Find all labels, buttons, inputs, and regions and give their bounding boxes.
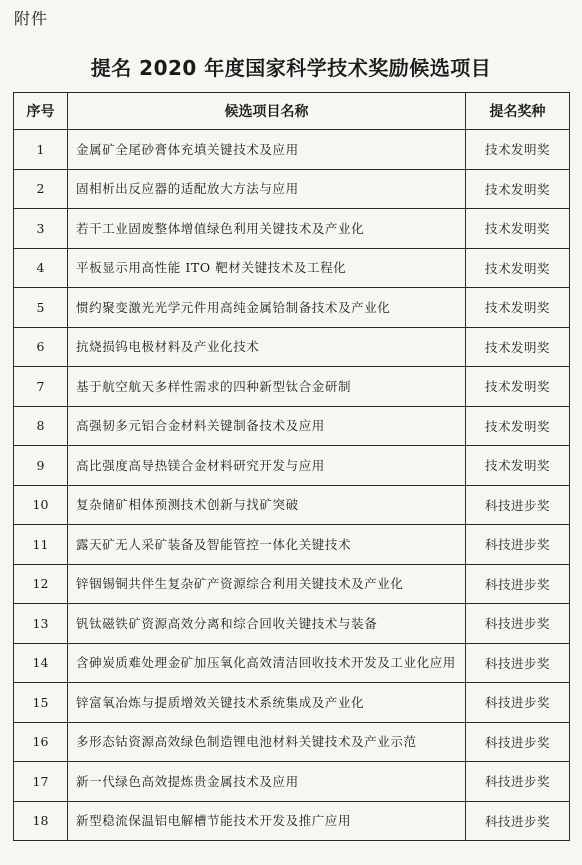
row-number: 10 <box>14 485 68 525</box>
attachment-label: 附件 <box>14 9 49 28</box>
project-name: 若干工业固废整体增值绿色利用关键技术及产业化 <box>68 209 466 249</box>
row-number: 15 <box>14 683 68 723</box>
table-row <box>14 604 570 644</box>
project-name: 露天矿无人采矿装备及智能管控一体化关键技术 <box>68 525 466 565</box>
row-number: 4 <box>14 248 68 288</box>
award-type: 科技进步奖 <box>466 643 570 683</box>
table-row <box>14 327 570 367</box>
row-number: 9 <box>14 446 68 486</box>
table-row <box>14 406 570 446</box>
table-row <box>14 801 570 841</box>
award-type: 科技进步奖 <box>466 525 570 565</box>
row-number: 5 <box>14 288 68 328</box>
project-name: 多形态钴资源高效绿色制造锂电池材料关键技术及产业示范 <box>68 722 466 762</box>
award-type: 技术发明奖 <box>466 169 570 209</box>
project-name: 金属矿全尾砂膏体充填关键技术及应用 <box>68 130 466 170</box>
table-row <box>14 485 570 525</box>
row-number: 1 <box>14 130 68 170</box>
table-row <box>14 367 570 407</box>
row-number: 12 <box>14 564 68 604</box>
candidate-projects-table <box>13 92 570 841</box>
table-row <box>14 169 570 209</box>
award-type: 技术发明奖 <box>466 130 570 170</box>
award-type: 科技进步奖 <box>466 801 570 841</box>
project-name: 新型稳流保温铝电解槽节能技术开发及推广应用 <box>68 801 466 841</box>
award-type: 技术发明奖 <box>466 406 570 446</box>
document-title: 提名 2020 年度国家科学技术奖励候选项目 <box>90 56 492 80</box>
project-name: 复杂储矿相体预测技术创新与找矿突破 <box>68 485 466 525</box>
table-row <box>14 564 570 604</box>
project-name: 高强韧多元铝合金材料关键制备技术及应用 <box>68 406 466 446</box>
table-row <box>14 248 570 288</box>
project-name: 钒钛磁铁矿资源高效分离和综合回收关键技术与装备 <box>68 604 466 644</box>
row-number: 2 <box>14 169 68 209</box>
table-row <box>14 762 570 802</box>
column-header-number: 序号 <box>14 93 68 130</box>
project-name: 高比强度高导热镁合金材料研究开发与应用 <box>68 446 466 486</box>
project-name: 锌富氧冶炼与提质增效关键技术系统集成及产业化 <box>68 683 466 723</box>
project-name: 固相析出反应器的适配放大方法与应用 <box>68 169 466 209</box>
table-row <box>14 683 570 723</box>
project-name: 含砷炭质难处理金矿加压氧化高效清洁回收技术开发及工业化应用 <box>68 643 466 683</box>
project-name: 锌铟锡铜共伴生复杂矿产资源综合利用关键技术及产业化 <box>68 564 466 604</box>
row-number: 7 <box>14 367 68 407</box>
award-type: 科技进步奖 <box>466 683 570 723</box>
project-name: 新一代绿色高效提炼贵金属技术及应用 <box>68 762 466 802</box>
award-type: 技术发明奖 <box>466 248 570 288</box>
project-name: 平板显示用高性能 ITO 靶材关键技术及工程化 <box>68 248 466 288</box>
row-number: 13 <box>14 604 68 644</box>
row-number: 17 <box>14 762 68 802</box>
project-name: 抗烧损钨电极材料及产业化技术 <box>68 327 466 367</box>
award-type: 科技进步奖 <box>466 604 570 644</box>
award-type: 科技进步奖 <box>466 485 570 525</box>
table-row <box>14 209 570 249</box>
row-number: 6 <box>14 327 68 367</box>
award-type: 科技进步奖 <box>466 722 570 762</box>
row-number: 18 <box>14 801 68 841</box>
award-type: 科技进步奖 <box>466 564 570 604</box>
column-header-project-name: 候选项目名称 <box>68 93 466 130</box>
table-row <box>14 130 570 170</box>
award-type: 技术发明奖 <box>466 367 570 407</box>
award-type: 技术发明奖 <box>466 288 570 328</box>
table-row <box>14 525 570 565</box>
table-row <box>14 446 570 486</box>
table-row <box>14 288 570 328</box>
award-type: 技术发明奖 <box>466 209 570 249</box>
project-name: 基于航空航天多样性需求的四种新型钛合金研制 <box>68 367 466 407</box>
row-number: 16 <box>14 722 68 762</box>
table-row <box>14 722 570 762</box>
row-number: 11 <box>14 525 68 565</box>
table-row <box>14 643 570 683</box>
column-header-award-type: 提名奖种 <box>466 93 570 130</box>
table-header-row <box>14 93 570 130</box>
project-name: 惯约聚变激光光学元件用高纯金属铪制备技术及产业化 <box>68 288 466 328</box>
award-type: 科技进步奖 <box>466 762 570 802</box>
table-body <box>14 130 570 841</box>
row-number: 3 <box>14 209 68 249</box>
row-number: 8 <box>14 406 68 446</box>
award-type: 技术发明奖 <box>466 446 570 486</box>
award-type: 技术发明奖 <box>466 327 570 367</box>
row-number: 14 <box>14 643 68 683</box>
